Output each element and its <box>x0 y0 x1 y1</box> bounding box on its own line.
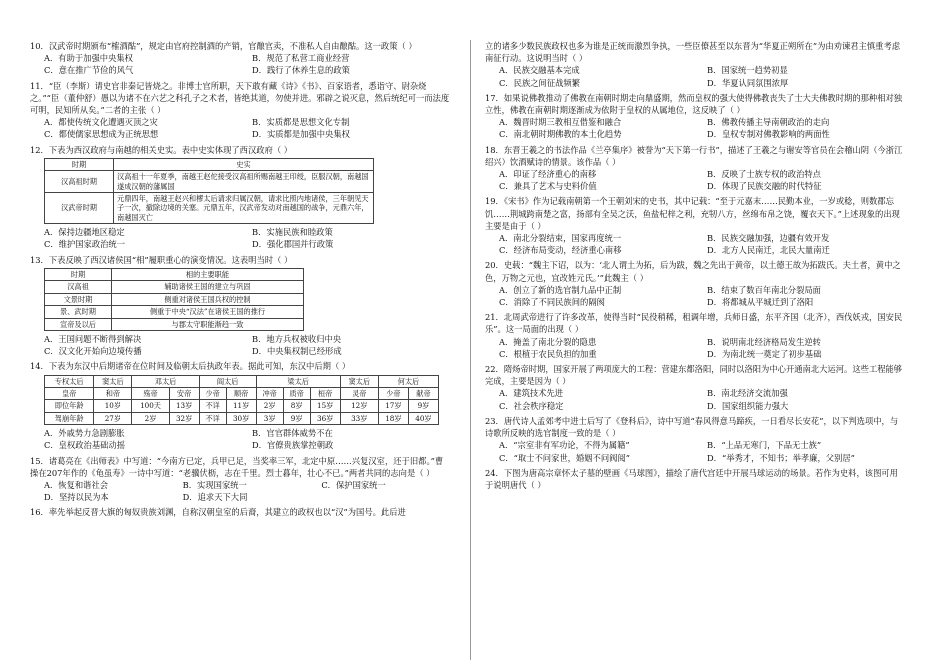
option-c: C．汉文化开始向边境传播 <box>44 346 142 357</box>
accession-cell: 2岁 <box>256 400 283 412</box>
accession-cell: 15岁 <box>310 400 340 412</box>
row-label: 专权太后 <box>45 375 94 387</box>
option-b: B．实质都是思想文化专制 <box>252 117 350 128</box>
table-cell: 景、武时期 <box>45 306 112 318</box>
emperor-cell: 灵帝 <box>340 387 378 399</box>
q12-table <box>44 158 374 224</box>
taihou-cell: 窦太后 <box>94 375 132 387</box>
option-d: D．坚持以民为本 <box>44 492 109 503</box>
option-d: D．官僚贵族掌控朝政 <box>252 440 334 451</box>
option-b: B．实现国家统一 <box>182 479 247 490</box>
death-cell: 32岁 <box>169 412 199 424</box>
option-b: B．民族交融加强，边疆有效开发 <box>707 233 830 244</box>
question-16-continued <box>485 40 905 89</box>
option-b: B．规范了私营工商业经营 <box>252 53 350 64</box>
option-c: C．社会秩序稳定 <box>499 400 564 411</box>
option-b: B．“上品无寒门，下品无士族” <box>707 440 822 451</box>
question-stem: 20．史载：“魏主下诏，以为：‘北人谓土为拓，后为跋，魏之先出于黄帝，以土德王故为拓跋氏。夫土者，黄中之色，万物之元也，宜改姓元氏。’”此魏主（ ） <box>485 260 901 283</box>
table-row <box>45 193 374 224</box>
question-stem: 21．北周武帝进行了许多改革，使得当时“民役稍稀，租调年增，兵师日盛，东平齐国（北齐），西伐妖戎，国安民乐”。这一局面的出现（ ） <box>485 312 903 335</box>
question-15 <box>30 455 450 504</box>
question-14 <box>30 360 450 451</box>
question-stem: 立的诸多少数民族政权也多为谁是正统而激烈争执，一些臣僚甚至以东晋为“华夏正朔所在”为由劝谏君主慎重考虑南征行动。这说明当时（ ） <box>485 41 901 64</box>
question-17 <box>485 92 905 141</box>
accession-cell: 10岁 <box>94 400 132 412</box>
accession-cell: 不详 <box>199 400 226 412</box>
accession-cell: 12岁 <box>340 400 378 412</box>
taihou-cell: 何太后 <box>378 375 438 387</box>
table-cell: 汉高祖 <box>45 281 112 293</box>
option-c: C．保护国家统一 <box>321 479 386 490</box>
question-stem: 23．唐代诗人孟郊考中进士后写了《登科后》，诗中写道“春风得意马蹄疾，一日看尽长安花”，以下判选项中，与诗歌所反映的选官制度一致的是（ ） <box>485 415 899 439</box>
question-stem: 12．下表为西汉政府与南越的相关史实。表中史实体现了西汉政府（ ） <box>30 144 293 155</box>
emperor-cell: 献帝 <box>408 387 438 399</box>
option-d: D．皇权专制对佛教影响的两面性 <box>707 129 830 140</box>
option-d: D．将都城从平城迁到了洛阳 <box>707 297 814 308</box>
taihou-cell: 邓太后 <box>132 375 199 387</box>
option-c: C．意在推广节俭的风气 <box>44 65 134 76</box>
option-b: B．说明南北经济格局发生逆转 <box>707 336 821 347</box>
question-stem: 24．下图为唐高宗章怀太子墓的壁画《马球图》，描绘了唐代宫廷中开展马球运动的场景。若作为史料，该图可用于说明唐代（ ） <box>485 467 898 490</box>
option-d: D．践行了休养生息的政策 <box>252 65 350 76</box>
option-b: B．官官群体威势不在 <box>252 428 333 439</box>
option-a: A．魏晋时期三教相互借鉴和融合 <box>499 117 622 128</box>
row-label: 即位年龄 <box>45 400 94 412</box>
option-d: D．北方人民南迁，北民大量南迁 <box>707 245 830 256</box>
question-stem: 18．东晋王羲之的书法作品《兰亭集序》被誉为“天下第一行书”，描述了王羲之与谢安等官员在会稽山阴（今浙江绍兴）饮酒赋诗的情景。该作品（ ） <box>485 144 903 167</box>
death-cell: 18岁 <box>378 412 408 424</box>
question-23 <box>485 415 905 464</box>
question-24 <box>485 467 905 491</box>
option-e: D．追求天下大同 <box>182 492 248 503</box>
option-a: A．外戚势力急剧膨胀 <box>44 428 125 439</box>
option-b: B．结束了数百年南北分裂局面 <box>707 284 821 295</box>
question-11 <box>30 80 450 141</box>
table-row <box>45 318 304 330</box>
table-cell: 汉高祖时期 <box>45 171 114 193</box>
option-c: C．经济布局变动，经济重心南移 <box>499 245 622 256</box>
emperor-cell: 顺帝 <box>226 387 256 399</box>
option-b: B．佛教传播主导南朝政治的走向 <box>707 117 830 128</box>
q13-table <box>44 268 304 331</box>
option-d: D．实质都是加强中央集权 <box>252 129 350 140</box>
table-row <box>45 400 439 412</box>
option-d: D．国家组织能力强大 <box>707 400 789 411</box>
table-cell: 辅助诸侯王国的建立与巩固 <box>112 281 304 293</box>
table-row <box>45 387 439 399</box>
question-20 <box>485 259 905 308</box>
death-cell: 9岁 <box>283 412 310 424</box>
row-label: 驾崩年龄 <box>45 412 94 424</box>
taihou-cell: 梁太后 <box>256 375 340 387</box>
table-cell: 侧重对诸侯王国兵权的控制 <box>112 293 304 305</box>
emperor-cell: 少帝 <box>199 387 226 399</box>
question-19 <box>485 195 905 256</box>
question-stem: 17．如果说佛教推动了佛教在南朝时期走向鼎盛期，然而皇权的强大使得佛教丧失了士大夫佛教时期的那种相对独立性，佛教在南朝时期逐渐成为依附于皇权的从属地位，这反映了（ ） <box>485 92 903 116</box>
option-a: A．都使传统文化遭遇灭顶之灾 <box>44 117 158 128</box>
death-cell: 36岁 <box>310 412 340 424</box>
table-header-cell: 相的主要职能 <box>112 268 304 280</box>
death-cell: 2岁 <box>132 412 169 424</box>
emperor-cell: 质帝 <box>283 387 310 399</box>
option-d: D．“举秀才，不知书；举孝廉，父别居” <box>707 452 855 463</box>
table-row <box>45 281 304 293</box>
question-stem: 22．隋炀帝时期，国家开展了两项庞大的工程：营建东都洛阳，同时以洛阳为中心开通南北大运河。这些工程能够完成，主要是因为（ ） <box>485 364 903 387</box>
taihou-cell: 阎太后 <box>199 375 256 387</box>
question-13 <box>30 254 450 358</box>
accession-cell: 8岁 <box>283 400 310 412</box>
option-d: D．强化郡国并行政策 <box>252 239 334 250</box>
option-c: C．南北朝时期佛教的本土化趋势 <box>499 129 622 140</box>
option-b: B．地方兵权被收归中央 <box>252 333 342 344</box>
question-stem: 15．诸葛亮在《出师表》中写道：“今南方已定，兵甲已足，当奖率三军，北定中原……兴复汉室，还于旧都。”曹操在207年作的《龟虽寿》一诗中写道：“老骥伏枥，志在千里。烈士暮年，壮心不已。”两者共同的志向是（ ） <box>30 455 444 478</box>
option-a: A．掩盖了南北分裂的隐患 <box>499 336 597 347</box>
option-a: A．南北分裂结束，国家再度统一 <box>499 233 622 244</box>
question-stem: 19．《宋书》作为记载南朝第一个王朝刘宋的史书，其中记载：“至于元嘉末……民勤本业，一岁或稔，则数郡忘饥……荆城跨南楚之富，扬部有全吴之沃，鱼盐杞梓之利，充牣八方，丝绵布帛之饶，覆衣天下。”上述现象的出现主要是由于（ ） <box>485 196 900 231</box>
row-label: 皇帝 <box>45 387 94 399</box>
question-18 <box>485 144 905 193</box>
table-cell: 汉高祖十一年夏季，南越王赵佗接受汉高祖所赐南越王印绶，臣服汉朝，南越国遂成汉朝的藩属国 <box>114 171 374 193</box>
table-row <box>45 293 304 305</box>
option-c: C．维护国家政治统一 <box>44 239 126 250</box>
accession-cell: 100天 <box>132 400 169 412</box>
option-d: D．华夏认同氛围浓厚 <box>707 77 789 88</box>
table-row <box>45 171 374 193</box>
emperor-cell: 冲帝 <box>256 387 283 399</box>
question-stem: 16．率先举起反晋大旗的匈奴贵族刘渊，自称汉朝皇室的后裔，其建立的政权也以“汉”为国号。此后进 <box>30 507 406 518</box>
option-d: D．为南北统一奠定了初步基础 <box>707 348 822 359</box>
option-a: A．保持边疆地区稳定 <box>44 227 125 238</box>
left-column <box>30 40 450 522</box>
option-c: C．都使儒家思想成为正统思想 <box>44 129 159 140</box>
table-cell: 宣帝及以后 <box>45 318 112 330</box>
option-c: C．“取士不问家世，婚姻不问阀阅” <box>499 452 630 463</box>
option-a: A．建筑技术先进 <box>499 388 564 399</box>
q14-table <box>44 375 439 426</box>
option-d: D．中央集权制已经形成 <box>252 346 342 357</box>
death-cell: 27岁 <box>94 412 132 424</box>
option-b: B．国家统一趋势初显 <box>707 65 788 76</box>
option-a: A．恢复和谐社会 <box>44 479 109 490</box>
option-b: B．反映了士族专权的政治特点 <box>707 169 821 180</box>
option-a: A．有助于加强中央集权 <box>44 53 133 64</box>
column-divider <box>470 40 471 660</box>
question-16 <box>30 506 450 518</box>
emperor-cell: 安帝 <box>169 387 199 399</box>
table-header-cell: 史实 <box>114 158 374 170</box>
table-cell: 文景时期 <box>45 293 112 305</box>
option-b: B．南北经济交流加强 <box>707 388 788 399</box>
death-cell: 33岁 <box>340 412 378 424</box>
option-a: A．印证了经济重心的南移 <box>499 169 597 180</box>
death-cell: 3岁 <box>256 412 283 424</box>
question-21 <box>485 311 905 360</box>
table-header-cell: 时期 <box>45 158 114 170</box>
table-row <box>45 375 439 387</box>
accession-cell: 17岁 <box>378 400 408 412</box>
option-a: A．王国问题不断得到解决 <box>44 333 142 344</box>
option-b: B．实施民族和睦政策 <box>252 227 333 238</box>
question-stem: 10．汉武帝时期颁布“榷酒酤”，规定由官府控制酒的产销，官酿官卖，不准私人自由酿酤。这一政策（ ） <box>30 41 417 51</box>
taihou-cell: 窦太后 <box>340 375 378 387</box>
accession-cell: 9岁 <box>408 400 438 412</box>
table-header-cell: 时期 <box>45 268 112 280</box>
table-cell: 侧重于中央“汉法”在诸侯王国的推行 <box>112 306 304 318</box>
table-cell: 汉武帝时期 <box>45 193 114 224</box>
table-cell: 与郡太守职能渐趋一致 <box>112 318 304 330</box>
question-stem: 11．“臣（李斯）请史官非秦记皆烧之。非博士官所职，天下敢有藏《诗》《书》、百家语者，悉诣守、尉杂烧之。”“臣（董仲舒）愚以为诸不在六艺之科孔子之术者，皆绝其道，勿使并进。邪辟之说灭息，然后统纪可一而法度可明，民知所从矣。”二者的主张（ ） <box>30 80 450 116</box>
option-a: A．创立了新的选官制九品中正制 <box>499 284 622 295</box>
emperor-cell: 和帝 <box>94 387 132 399</box>
accession-cell: 13岁 <box>169 400 199 412</box>
table-row <box>45 306 304 318</box>
question-stem: 13．下表反映了西汉诸侯国“相”履职重心的演变情况。这表明当时（ ） <box>30 254 293 265</box>
right-column <box>485 40 905 494</box>
emperor-cell: 桓帝 <box>310 387 340 399</box>
option-c: C．消除了不同民族间的隔阂 <box>499 297 605 308</box>
table-cell: 元鼎四年，南越王赵兴和樛太后请求归属汉朝，请求比照内地诸侯，三年朝见天子一次，撤除边境的关塞。元鼎五年，汉武帝发动对南越国的战争，元鼎六年，南越国灭亡 <box>114 193 374 224</box>
option-c: C．民族之间征战频繁 <box>499 77 581 88</box>
question-22 <box>485 363 905 412</box>
question-stem: 14．下表为东汉中后期诸帝在位时间及临朝太后执政年表。据此可知，东汉中后期（ ） <box>30 361 351 372</box>
death-cell: 不详 <box>199 412 226 424</box>
option-c: C．根植于农民负担的加重 <box>499 348 597 359</box>
accession-cell: 11岁 <box>226 400 256 412</box>
option-c: C．兼具了艺术与史料价值 <box>499 181 597 192</box>
death-cell: 40岁 <box>408 412 438 424</box>
question-12 <box>30 144 450 251</box>
option-d: D．体现了民族交融的时代特征 <box>707 181 822 192</box>
death-cell: 30岁 <box>226 412 256 424</box>
option-c: C．皇权政治基础动摇 <box>44 440 126 451</box>
emperor-cell: 少帝 <box>378 387 408 399</box>
emperor-cell: 殇帝 <box>132 387 169 399</box>
question-10 <box>30 40 450 77</box>
option-a: A．“宗室非有军功论，不得为属籍” <box>499 440 630 451</box>
table-row <box>45 412 439 424</box>
option-a: A．民族交融基本完成 <box>499 65 580 76</box>
